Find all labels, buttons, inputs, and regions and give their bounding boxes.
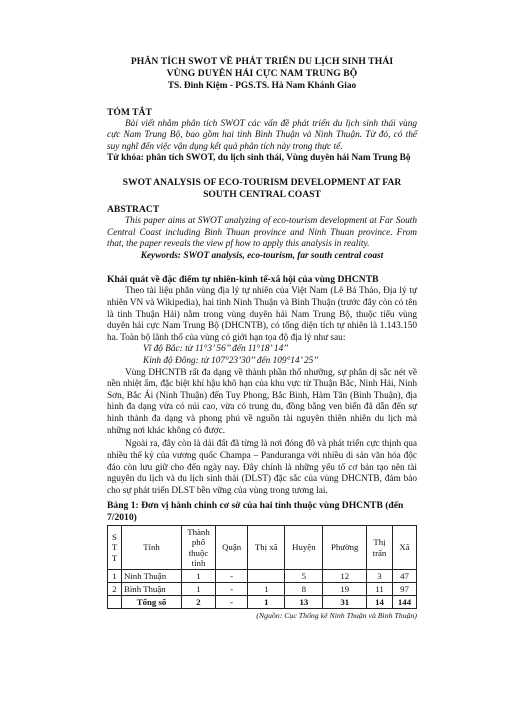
abstract-vi-heading: TÓM TẮT	[107, 106, 152, 118]
abstract-en-heading: ABSTRACT	[107, 203, 160, 215]
table-cell: 31	[323, 595, 367, 608]
keywords-en: Keywords: SWOT analysis, eco-tourism, far south central coast	[140, 250, 384, 261]
table-cell: 19	[323, 582, 367, 595]
table-header-cell: Phường	[323, 526, 367, 569]
table-header-cell: Huyện	[285, 526, 323, 569]
table-cell: -	[216, 595, 248, 608]
paper-title	[107, 56, 417, 80]
table-cell: Tổng số	[122, 595, 182, 608]
admin-units-table	[107, 525, 417, 609]
table-total-row	[108, 595, 417, 608]
title-line-2: VÙNG DUYÊN HẢI CỰC NAM TRUNG BỘ	[166, 67, 358, 79]
table-title: Bảng 1: Đơn vị hành chính cơ sở của hai tỉnh thuộc vùng DHCNTB (đến 7/2010)	[107, 500, 404, 524]
table-header-cell: Thị trấn	[367, 526, 393, 569]
section-1-para-1: Theo tài liệu phân vùng địa lý tự nhiên của Việt Nam (Lê Bá Thảo, Địa lý tự nhiên VN và Wikipedia), hai tỉnh Ninh Thuận và Bình Thuận (trước đây còn có tên là tỉnh Thuận Hải) nằm trong vùng duyên hải Nam Trung Bộ, thuộc tiểu vùng duyên hải cực Nam Trung Bộ (DHCNTB), có tổng diện tích tự nhiên là 1.143.150 ha. Toàn bộ lãnh thổ của vùng có giới hạn tọa độ địa lý như sau:	[107, 286, 417, 343]
abstract-vi-body: Bài viết nhằm phân tích SWOT các vấn đề phát triển du lịch sinh thái vùng cực Nam Trung Bộ, bao gồm hai tỉnh Bình Thuận và Ninh Thuận. Từ đó, có thể suy nghĩ đến việc vận dụng kết quả phân tích này trong thực tế.	[107, 118, 417, 152]
table-cell: Bình Thuận	[122, 582, 182, 595]
keywords-vi: Từ khóa: phân tích SWOT, du lịch sinh thái, Vùng duyên hải Nam Trung Bộ	[107, 153, 411, 164]
table-cell	[108, 595, 122, 608]
table-cell: 13	[285, 595, 323, 608]
table-cell: 2	[108, 582, 122, 595]
table-header-row	[108, 526, 417, 569]
table-cell: -	[216, 569, 248, 582]
table-cell: 1	[248, 595, 285, 608]
table-cell: 1	[182, 569, 216, 582]
abstract-en-body: This paper aims at SWOT analyzing of eco-tourism development at Far South Central Coast including Binh Thuan province and Ninh Thuan province. From that, the paper reveals the view pf how to apply this analysis in reality.	[107, 215, 417, 250]
table-cell: 5	[285, 569, 323, 582]
coordinate-longitude: Kinh độ Đông: từ 107°23’30’’ đến 109°14’ 25’’	[143, 356, 319, 367]
paper-page	[107, 56, 417, 621]
table-cell: 97	[393, 582, 417, 595]
table-header-cell: Thị xã	[248, 526, 285, 569]
table-cell: 3	[367, 569, 393, 582]
table-cell: 144	[393, 595, 417, 608]
table-header-cell: Quận	[216, 526, 248, 569]
table-header-cell: Thành phố thuộc tỉnh	[182, 526, 216, 569]
table-cell: 1	[108, 569, 122, 582]
table-header-cell: Xã	[393, 526, 417, 569]
english-title: SWOT ANALYSIS OF ECO-TOURISM DEVELOPMENT AT FAR SOUTH CENTRAL COAST	[122, 177, 402, 200]
table-cell: -	[216, 582, 248, 595]
table-source: (Nguồn: Cục Thống kê Ninh Thuận và Bình Thuận)	[256, 611, 417, 621]
table-row	[108, 569, 417, 582]
table-cell: Ninh Thuận	[122, 569, 182, 582]
table-cell: 2	[182, 595, 216, 608]
authors: TS. Đinh Kiệm - PGS.TS. Hà Nam Khánh Giao	[167, 80, 357, 91]
table-cell: 8	[285, 582, 323, 595]
coordinate-latitude: Vĩ độ Bắc: từ 11°3’ 56’’ đến 11°18’ 14’’	[143, 344, 289, 355]
table-cell	[248, 569, 285, 582]
section-1-para-3: Ngoài ra, đây còn là dải đất đã từng là nơi đóng đô và phát triển cực thịnh qua nhiều thế kỷ của vương quốc Champa – Panduranga với nhiều di sản văn hóa độc đáo còn lưu giữ cho đến ngày nay. Đây chính là những yếu tố cơ bản tạo nên tài nguyên du lịch và du lịch sinh thái (DLST) đặc sắc của vùng DHCNTB, đảm bảo cho sự phát triển DLST bền vững của vùng trong tương lai.	[107, 439, 417, 496]
abstract-en	[107, 204, 417, 262]
table-cell: 14	[367, 595, 393, 608]
table-cell: 1	[248, 582, 285, 595]
table-header-cell: S T T	[108, 526, 122, 569]
table-header-cell: Tỉnh	[122, 526, 182, 569]
table-cell: 47	[393, 569, 417, 582]
table-cell: 11	[367, 582, 393, 595]
section-1-para-2: Vùng DHCNTB rất đa dạng về thành phần thổ nhưỡng, sự phân dị sắc nét về nền nhiệt ẩm, đặc biệt khí hậu khô hạn của khu vực từ Thuận Bắc, Ninh Hải, Ninh Sơn, Bắc Ái (Ninh Thuận) đến Tuy Phong, Bắc Bình, Hàm Tân (Bình Thuận), địa hình đa dạng vừa có núi cao, vừa có trung du, đồng bằng ven biển đã dẫn đến sự hình thành đa dạng và phong phú về nguồn tài nguyên thiên nhiên du lịch mà những nơi khác không có được.	[107, 367, 417, 436]
table-row	[108, 582, 417, 595]
section-1	[107, 274, 417, 497]
table-cell: 12	[323, 569, 367, 582]
section-1-heading: Khái quát về đặc điểm tự nhiên-kinh tế-xã hội của vùng DHCNTB	[107, 274, 379, 286]
table-cell: 1	[182, 582, 216, 595]
title-line-1: PHÂN TÍCH SWOT VỀ PHÁT TRIỂN DU LỊCH SINH THÁI	[130, 56, 394, 67]
abstract-vi	[107, 107, 417, 165]
